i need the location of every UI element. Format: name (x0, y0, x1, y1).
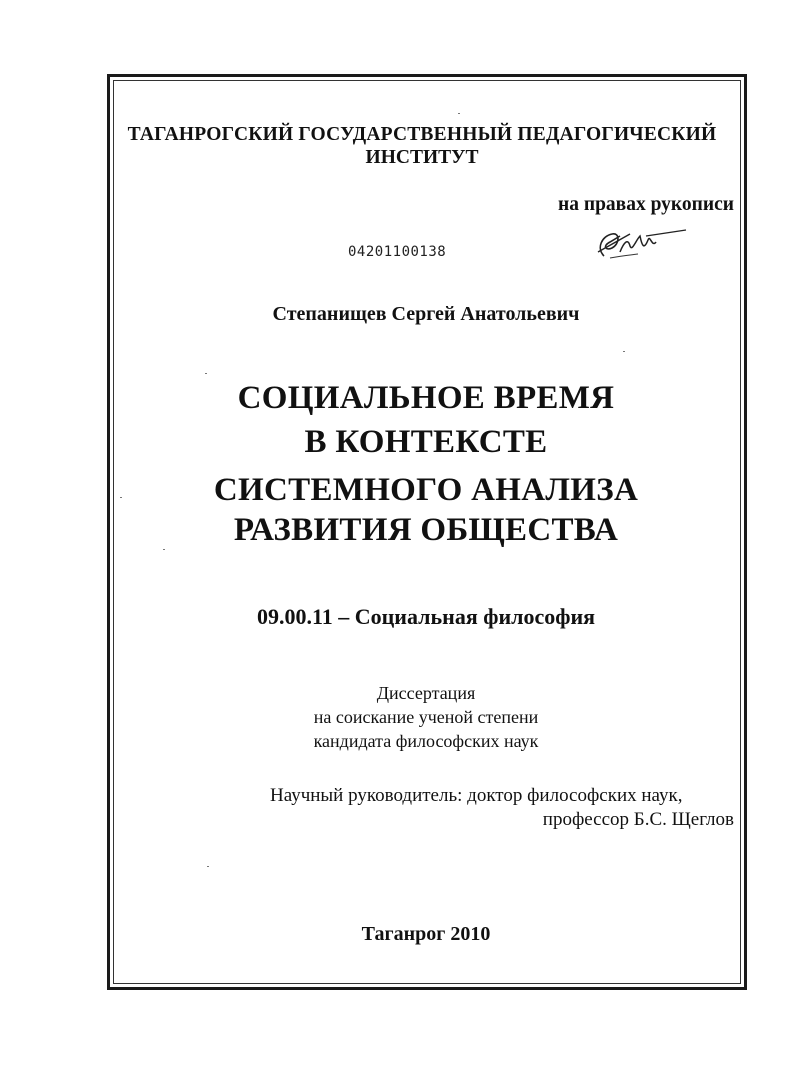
scan-speck (458, 113, 460, 114)
scan-speck (163, 549, 165, 550)
specialty-code: 09.00.11 – Социальная философия (256, 604, 596, 629)
institute-name-continued: ИНСТИТУТ (365, 147, 479, 168)
scan-speck (120, 497, 122, 498)
city-and-year: Таганрог 2010 (361, 923, 491, 945)
title-line-3: СИСТЕМНОГО АНАЛИЗА (213, 472, 639, 508)
supervisor-name: профессор Б.С. Щеглов (542, 809, 734, 830)
scan-speck (623, 351, 625, 352)
degree-name: кандидата философских наук (313, 731, 539, 751)
manuscript-rights-note: на правах рукописи (557, 194, 734, 215)
title-line-4: РАЗВИТИЯ ОБЩЕСТВА (233, 512, 619, 548)
supervisor-title: Научный руководитель: доктор философских наук, (270, 785, 683, 806)
handwritten-signature (590, 222, 690, 266)
dissertation-label: Диссертация (376, 683, 476, 703)
title-line-2: В КОНТЕКСТЕ (304, 424, 548, 460)
title-line-1: СОЦИАЛЬНОЕ ВРЕМЯ (237, 380, 615, 416)
institute-name: ТАГАНРОГСКИЙ ГОСУДАРСТВЕННЫЙ ПЕДАГОГИЧЕСКИЙ (127, 124, 717, 145)
scan-speck (207, 866, 209, 867)
scan-speck (205, 373, 207, 374)
author-name: Степанищев Сергей Анатольевич (272, 303, 580, 325)
registration-code: 04201100138 (348, 244, 447, 260)
degree-purpose: на соискание ученой степени (313, 707, 539, 727)
